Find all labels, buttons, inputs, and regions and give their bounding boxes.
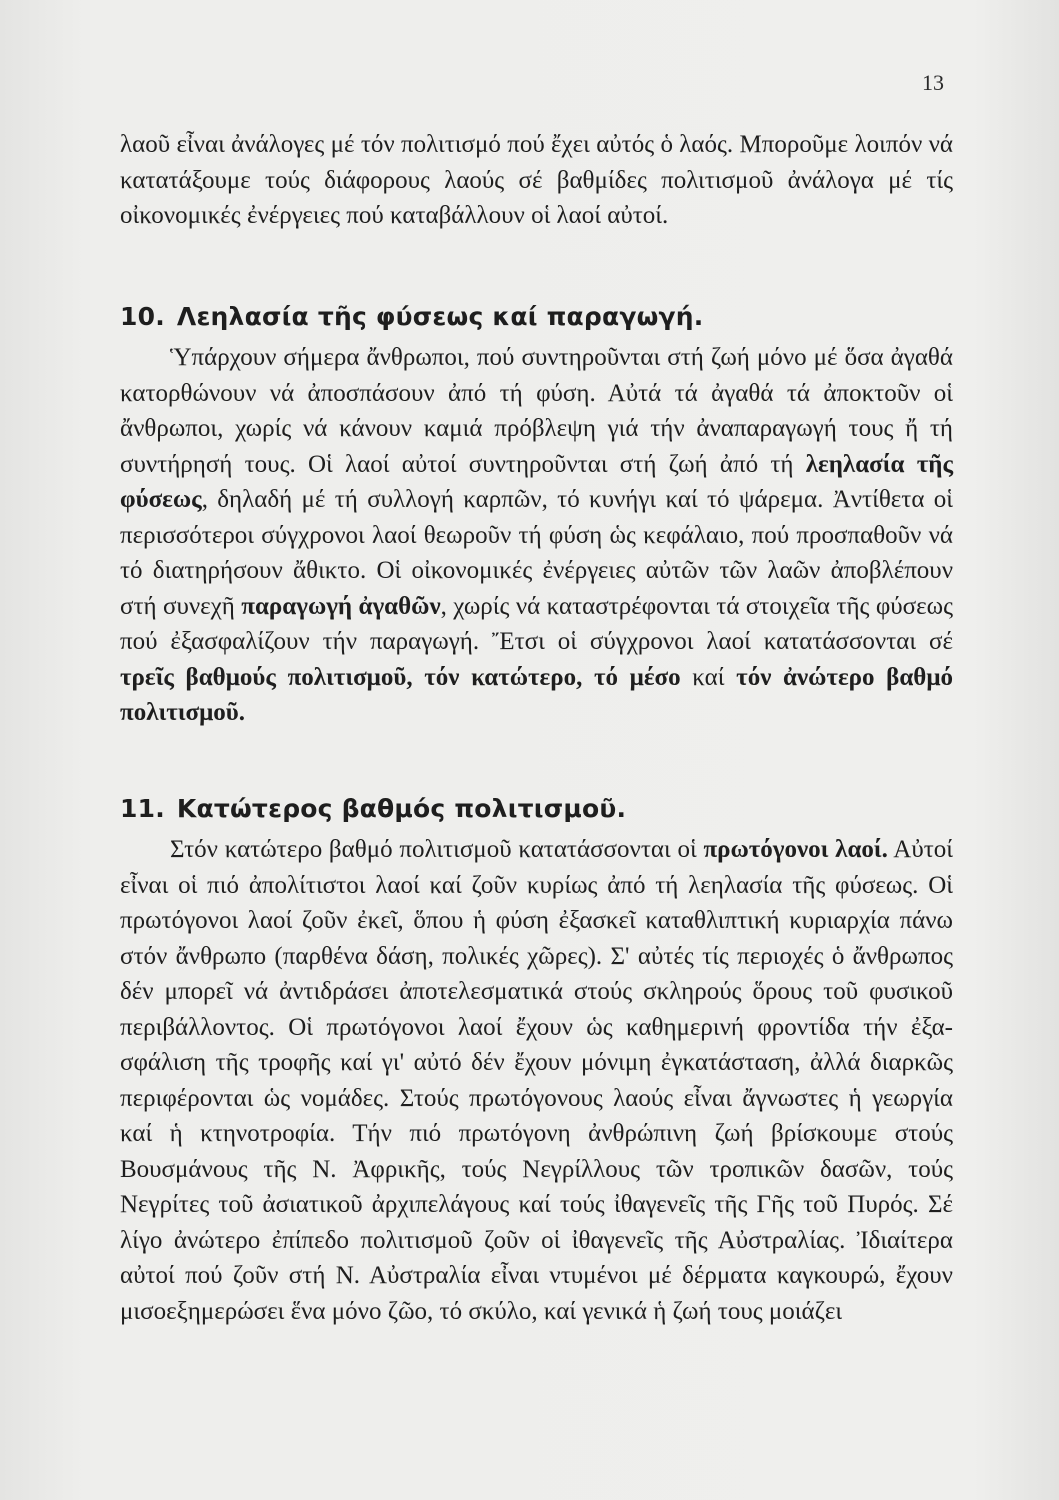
s11-bold-1: πρωτόγονοι λαοί. — [703, 836, 888, 863]
page-number: 13 — [922, 70, 944, 95]
section-10-title: Λεηλασία τῆς φύσεως καί παραγωγή. — [176, 302, 704, 331]
section-10-paragraph — [120, 340, 953, 731]
s10-bold-2: παραγωγή ἀγαθῶν — [241, 592, 441, 620]
s10-text-3: , χωρίς νά καταστρέφονται τά στοιχεῖα τῆς φύσεως πού ἐξασφαλίζουν τήν παραγωγή. Ἔτσι οἱ σύγχρονοι λαοί κατατάσσονται σέ — [120, 592, 953, 655]
s10-bold-1: λεηλασία τῆς φύσεως — [120, 450, 953, 513]
intro-paragraph — [120, 127, 953, 234]
section-11-title: Κατώτερος βαθμός πολιτισμοῦ. — [176, 794, 627, 823]
section-10-number: 10. — [120, 302, 165, 331]
s10-text-4: καί — [692, 663, 725, 691]
s10-text-1: Ὑπάρχουν σήμερα ἄνθρωποι, πού συντηροῦνται στή ζωή μόνο μέ ὅσα ἀγαθά κατορθώνουν νά ἀποσπάσουν ἀπό τή φύση. Αὐτά τά ἀγαθά τά ἀποκτοῦν οἱ ἄνθρωποι, χωρίς νά κάνουν καμιά πρόβλεψη γιά τήν ἀναπαραγωγή τους ἤ τή συντήρησή τους. Οἱ λαοί αὐτοί συντηροῦνται στή ζωή ἀπό τή — [120, 344, 953, 478]
section-11-heading — [120, 794, 626, 823]
s11-text-1: Στόν κατώτερο βαθμό πολιτισμοῦ κατατάσσονται οἱ — [170, 836, 697, 863]
s11-text-2: Αὐτοί εἶναι οἱ πιό ἀπολίτιστοι λαοί καί ζοῦν κυρίως ἀπό τή λεηλασία τῆς φύσεως. Οἱ πρωτόγονοι λαοί ζοῦν ἐκεῖ, ὅπου ἡ φύση ἐξασκεῖ καταθλιπτική κυριαρχία πάνω στόν ἄνθρωπο (παρθένα δάση, πολικές χῶρες). Σ' αὐτές τίς περιοχές ὁ ἄνθρωπος δέν μπορεῖ νά ἀντιδράσει ἀποτελεσματικά στούς σκληρούς ὅρους τοῦ φυσικοῦ περιβάλλοντος. Οἱ πρωτόγονοι λαοί ἔχουν ὡς καθημερινή φροντίδα τήν ἐξασφάλιση τῆς τροφῆς καί γι' αὐτό δέν ἔχουν μόνιμη ἐγκατάσταση, ἀλλά διαρκῶς περιφέρονται ὡς νομάδες. Στούς πρωτόγονους λαούς εἶναι ἄγνωστες ἡ γεωργία καί ἡ κτηνοτροφία. Τήν πιό πρωτόγονη ἀνθρώπινη ζωή βρίσκουμε στούς Βουσμάνους τῆς Ν. Ἀφρικῆς, τούς Νεγρίλλους τῶν τροπικῶν δασῶν, τούς Νεγρίτες τοῦ ἀσιατικοῦ ἀρχιπελάγους καί τούς ἰθαγενεῖς τῆς Γῆς τοῦ Πυρός. Σέ λίγο ἀνώτερο ἐπίπεδο πολιτισμοῦ ζοῦν οἱ ἰθαγενεῖς τῆς Αὐστραλίας. Ἰδιαίτερα αὐτοί πού ζοῦν στή Ν. Αὐστραλία εἶναι ντυμένοι μέ δέρματα καγκουρώ, ἔχουν μισοεξημερώσει ἕνα μόνο ζῶο, τό σκύλο, καί γενικά ἡ ζωή τους μοιάζει — [120, 836, 953, 1325]
section-10-heading — [120, 302, 703, 331]
s10-text-2: , δηλαδή μέ τή συλλογή καρπῶν, τό κυνήγι καί τό ψάρεμα. Ἀντίθετα οἱ περισσότεροι σύγχρονοι λαοί θεωροῦν τή φύση ὡς κεφάλαιο, πού προσπαθοῦν νά τό διατηρήσουν ἄθικτο. Οἱ οἰκονομικές ἐνέργειες αὐτῶν τῶν λαῶν ἀποβλέπουν στή συνεχῆ — [120, 486, 953, 620]
intro-text: λαοῦ εἶναι ἀνάλογες μέ τόν πολιτισμό πού ἔχει αὐτός ὁ λαός. Μποροῦμε λοιπόν νά κατατάξουμε τούς διάφορους λαούς σέ βαθμίδες πολιτισμοῦ ἀνάλογα μέ τίς οἰκονομικές ἐνέργειες πού καταβάλλουν οἱ λαοί αὐτοί. — [120, 131, 953, 229]
section-11-paragraph — [120, 832, 953, 1329]
section-11-number: 11. — [120, 794, 165, 823]
section-11-body — [120, 832, 953, 1329]
section-10-body — [120, 340, 953, 731]
s10-bold-3: τρεῖς βαθμούς πολιτισμοῦ, τόν κατώτερο, τό μέσο — [120, 663, 681, 691]
s10-bold-4: τόν ἀνώτερο βαθμό πολιτισμοῦ. — [120, 663, 954, 726]
